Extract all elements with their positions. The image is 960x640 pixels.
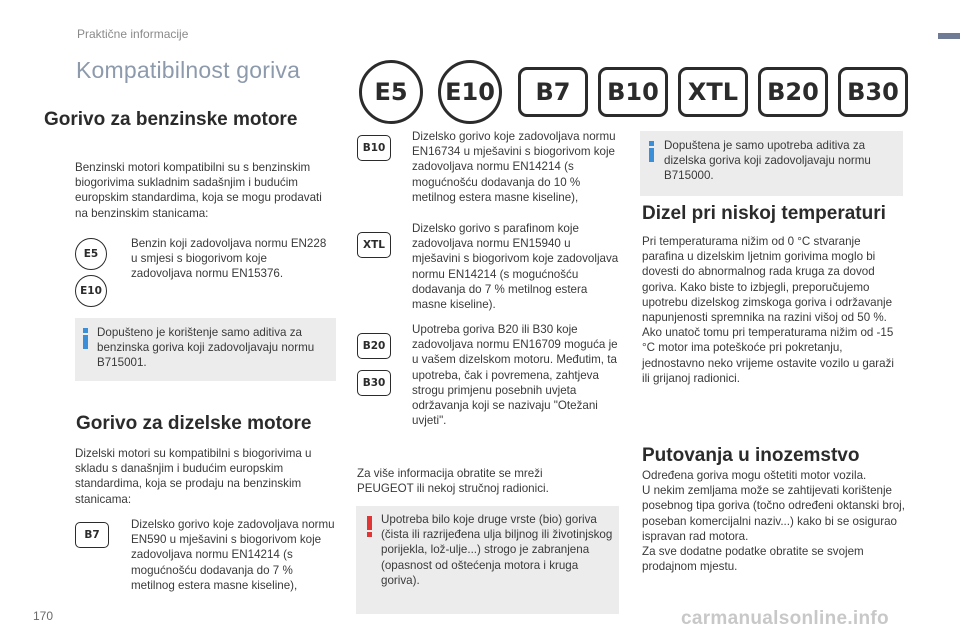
fuel-badge-xtl: XTL [678,67,748,117]
petrol-heading: Gorivo za benzinske motore [44,109,298,130]
fuel-badge-b30: B30 [838,67,908,117]
diesel-info-text: Dopuštena je samo upotreba aditiva za dizelska goriva koji zadovoljavaju normu B715000. [664,139,871,183]
small-badge-b10: B10 [357,135,391,161]
b7-text: Dizelsko gorivo koje zadovoljava normu EN590 u mješavini s biogorivom koje zadovoljava normu EN14214 (s mogućnošću dodavanja do 7 % metilnog estera masne kiseline), [131,518,335,592]
watermark: carmanualsonline.info [681,608,889,629]
small-badge-e5: E5 [75,238,107,270]
warning-text: Upotreba bilo koje druge vrste (bio) goriva (čista ili razrijeđena ulja biljnog ili životinjskog porijekla, lož-ulje...) strogo je zabranjena (opasnost od oštećenja motora i kruga goriva). [381,513,613,587]
chapter-tab [938,33,960,39]
abroad-heading: Putovanja u inozemstvo [642,445,860,466]
small-badge-b30: B30 [357,370,391,396]
petrol-badge-text: Benzin koji zadovoljava normu EN228 u smjesi s biogorivom koje zadovoljava normu EN15376. [131,237,327,281]
petrol-info-box [75,318,336,381]
fuel-badge-e10: E10 [438,60,502,124]
b20-b30-text: Upotreba goriva B20 ili B30 koje zadovoljava normu EN16709 moguća je u vašem dizelskom motoru. Međutim, ta upotreba, čak i povremena, zahtjeva strogu primjenu posebnih uvjeta održavanja koji se nazivaju "Otežani uvjeti". [412,323,618,428]
small-badge-b7: B7 [75,522,109,548]
fuel-badge-b10: B10 [598,67,668,117]
warning-box [356,506,619,614]
info-icon [649,141,654,162]
small-badge-e10: E10 [75,275,107,307]
abroad-text: Određena goriva mogu oštetiti motor vozila. U nekim zemljama može se zahtijevati korištenje posebnog tipa goriva (točno određeni oktanski broj, poseban komercijalni naziv...) kako bi se osigurao ispravan rad motora. Za sve dodatne podatke obratite se svojem prodajnom mjestu. [642,469,905,574]
small-badge-b20: B20 [357,333,391,359]
petrol-intro: Benzinski motori kompatibilni su s benzinskim biogorivima sukladnim sadašnjim i budućim europskim standardima, koja se mogu prodavati na benzinskim stanicama: [75,161,322,220]
diesel-intro: Dizelski motori su kompatibilni s biogorivima u skladu s današnjim i budućim europskim standardima, koja se prodaju na benzinskim stanicama: [75,447,312,506]
page-title: Kompatibilnost goriva [76,57,301,83]
fuel-badge-b7: B7 [518,67,588,117]
cold-text: Pri temperaturama nižim od 0 °C stvaranje parafina u dizelskim ljetnim gorivima moglo bi dovesti do abnormalnog rada kruga za dovod goriva. Kako biste to izbjegli, preporučujemo upotrebu dizelskog zimskoga goriva i održavanje napunjenosti spremnika na razini višoj od 50 %. Ako unatoč tomu pri temperaturama nižim od -15 °C motor ima poteškoće pri pokretanju, jednostavno neko vrijeme ostavite vozilo u garaži ili grijanoj radionici. [642,235,894,385]
diesel-heading: Gorivo za dizelske motore [76,413,312,434]
petrol-info-text: Dopušteno je korištenje samo aditiva za benzinska goriva koji zadovoljavaju normu B715001. [97,326,315,370]
info-icon [83,328,88,349]
xtl-text: Dizelsko gorivo s parafinom koje zadovoljava normu EN15940 u mješavini s biogorivom koje zadovoljava normu EN14214 (s mogućnošću dodavanja do 7 % metilnog estera masne kiseline). [412,222,619,312]
fuel-badge-b20: B20 [758,67,828,117]
page-number: 170 [33,609,54,623]
small-badge-xtl: XTL [357,232,391,258]
diesel-info-box [640,131,903,196]
warning-icon [367,516,372,537]
section-header: Praktične informacije [77,27,189,41]
fuel-badge-e5: E5 [359,60,423,124]
b10-text: Dizelsko gorivo koje zadovoljava normu EN16734 u mješavini s biogorivom koje zadovoljava normu EN14214 (s mogućnošću dodavanja do 10 % metilnog estera masne kiseline), [412,130,616,204]
cold-heading: Dizel pri niskoj temperaturi [642,203,886,224]
contact-text: Za više informacija obratite se mreži PEUGEOT ili nekoj stručnoj radionici. [357,467,549,496]
